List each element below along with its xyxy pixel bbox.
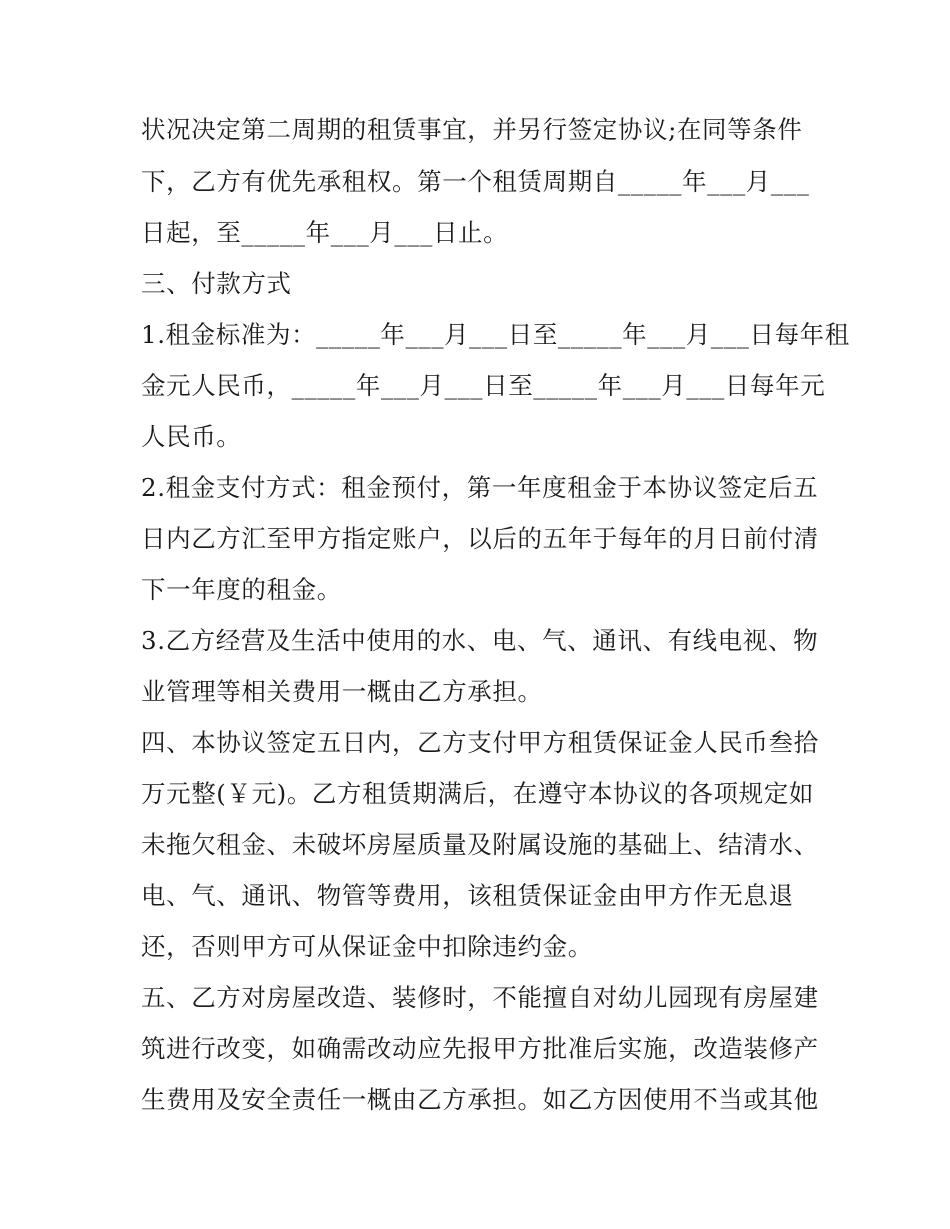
text-line: 日内乙方汇至甲方指定账户，以后的五年于每年的月日前付清 [141, 524, 819, 553]
text-line: 下，乙方有优先承租权。第一个租赁周期自_____年___月___ [141, 167, 810, 196]
text-line: 业管理等相关费用一概由乙方承担。 [141, 677, 543, 706]
text-line: 下一年度的租金。 [141, 575, 342, 604]
text-line: 四、本协议签定五日内，乙方支付甲方租赁保证金人民币叁拾 [141, 728, 819, 757]
text-line: 五、乙方对房屋改造、装修时，不能擅自对幼儿园现有房屋建 [141, 983, 819, 1012]
text-line: 筑进行改变，如确需改动应先报甲方批准后实施，改造装修产 [141, 1034, 819, 1063]
text-line: 金元人民币，_____年___月___日至_____年___月___日每年元 [141, 371, 826, 400]
text-line: 1.租金标准为：_____年___月___日至_____年___月___日每年租 [141, 320, 850, 349]
text-line: 电、气、通讯、物管等费用，该租赁保证金由甲方作无息退 [141, 881, 794, 910]
text-line: 还，否则甲方可从保证金中扣除违约金。 [141, 932, 593, 961]
text-line: 人民币。 [141, 422, 242, 451]
text-line: 万元整(￥元)。乙方租赁期满后，在遵守本协议的各项规定如 [141, 779, 814, 808]
text-line: 未拖欠租金、未破坏房屋质量及附属设施的基础上、结清水、 [141, 830, 819, 859]
text-line: 生费用及安全责任一概由乙方承担。如乙方因使用不当或其他 [141, 1085, 819, 1114]
text-line: 3.乙方经营及生活中使用的水、电、气、通讯、有线电视、物 [141, 626, 819, 655]
section-heading: 三、付款方式 [141, 269, 292, 298]
text-line: 日起，至_____年___月___日止。 [141, 218, 509, 247]
text-line: 状况决定第二周期的租赁事宜，并另行签定协议;在同等条件 [141, 115, 803, 144]
text-line: 2.租金支付方式：租金预付，第一年度租金于本协议签定后五 [141, 473, 819, 502]
